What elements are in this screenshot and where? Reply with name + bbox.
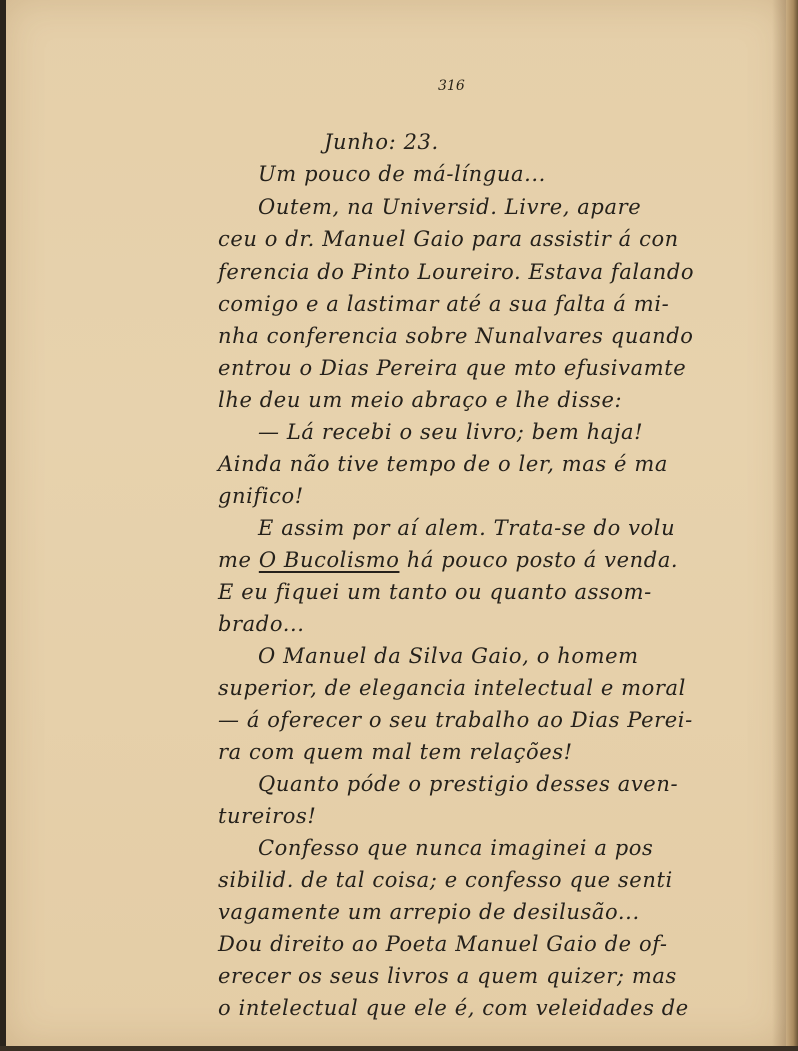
text-line-22: Confesso que nunca imaginei a pos <box>258 836 654 860</box>
text-line-23: sibilid. de tal coisa; e confesso que senti <box>218 868 673 892</box>
text-line-19: ra com quem mal tem relações! <box>218 740 573 764</box>
diary-date-heading: Junho: 23. <box>324 130 439 154</box>
text-line-1: Um pouco de má-língua... <box>258 162 546 186</box>
text-line-16: O Manuel da Silva Gaio, o homem <box>258 644 639 668</box>
text-line-5: comigo e a lastimar até a sua falta á mi- <box>218 292 670 316</box>
text-line-14: E eu fiquei um tanto ou quanto assom- <box>218 580 652 604</box>
text-line-26: erecer os seus livros a quem quizer; mas <box>218 964 677 988</box>
page-number: 316 <box>438 78 465 94</box>
text-line-3: ceu o dr. Manuel Gaio para assistir á con <box>218 227 679 251</box>
page-edge <box>786 0 798 1051</box>
text-line-6: nha conferencia sobre Nunalvares quando <box>218 324 694 348</box>
manuscript-page <box>6 0 786 1046</box>
text-line-18: — á oferecer o seu trabalho ao Dias Perei- <box>218 708 693 732</box>
text-line-21: tureiros! <box>218 804 317 828</box>
text-line-17: superior, de elegancia intelectual e moral <box>218 676 686 700</box>
text-line-20: Quanto póde o prestigio desses aven- <box>258 772 679 796</box>
text-line-12: E assim por aí alem. Trata-se do volu <box>258 516 676 540</box>
text-line-4: ferencia do Pinto Loureiro. Estava falando <box>218 260 695 284</box>
text-line-13: me O Bucolismo há pouco posto á venda. <box>218 548 679 572</box>
text-line-24: vagamente um arrepio de desilusão... <box>218 900 640 924</box>
book-title-underlined: O Bucolismo <box>258 548 400 572</box>
text-line-15: brado... <box>218 612 305 636</box>
page-bottom-edge <box>0 1046 798 1051</box>
text-line-27: o intelectual que ele é, com veleidades de <box>218 996 689 1020</box>
text-line-8: lhe deu um meio abraço e lhe disse: <box>218 388 623 412</box>
text-line-11: gnifico! <box>218 484 304 508</box>
text-line-7: entrou o Dias Pereira que mto efusivamte <box>218 356 687 380</box>
text-line-25: Dou direito ao Poeta Manuel Gaio de of- <box>218 932 668 956</box>
text-line-2: Outem, na Universid. Livre, apare <box>258 195 642 219</box>
text-line-9: — Lá recebi o seu livro; bem haja! <box>258 420 644 444</box>
text-line-10: Ainda não tive tempo de o ler, mas é ma <box>218 452 668 476</box>
